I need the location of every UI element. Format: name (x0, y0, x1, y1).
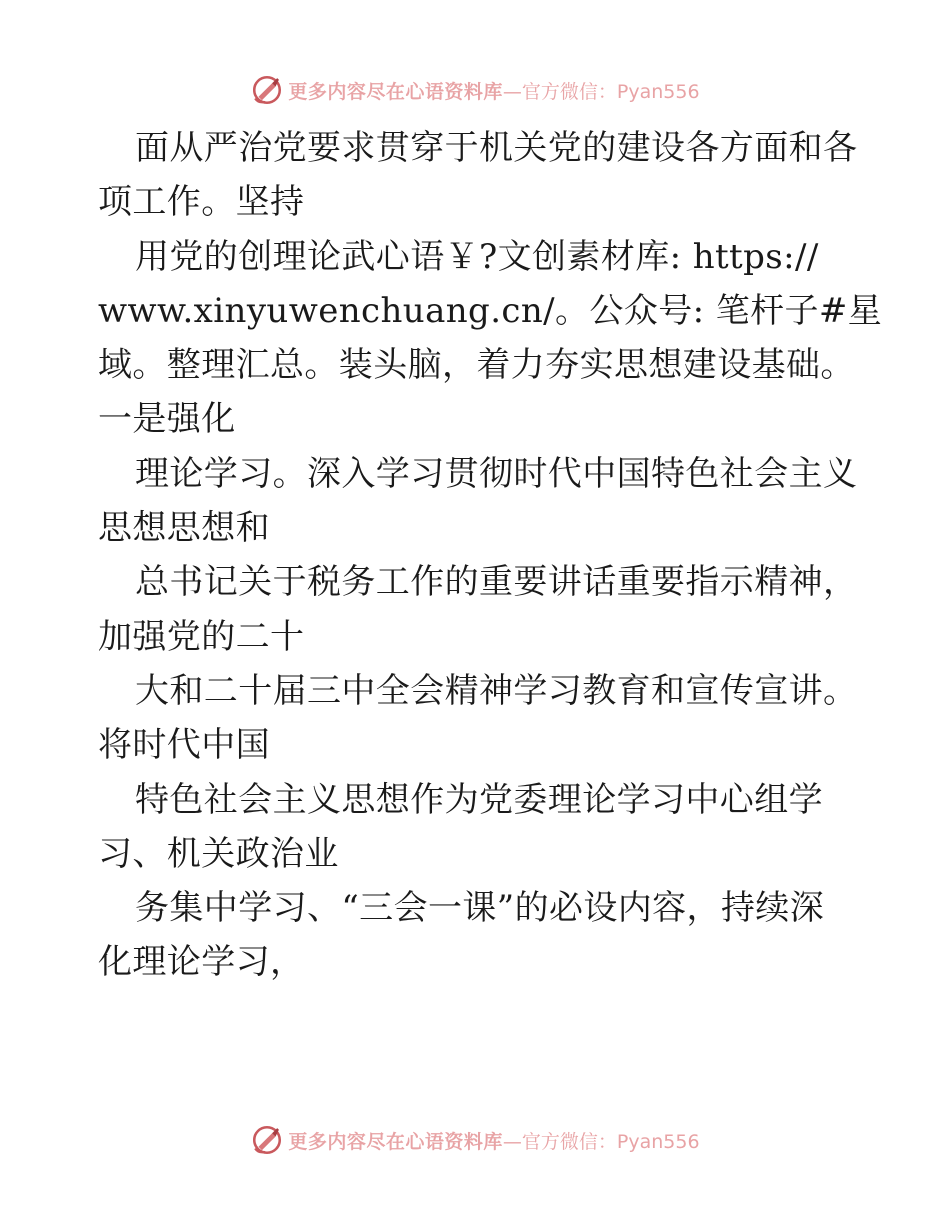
body-text-line: www.xinyuwenchuang.cn/。公众号: 笔杆子#星 (98, 290, 883, 331)
body-text-line: 将时代中国 (98, 725, 270, 766)
body-text-line: 化理论学习， (98, 942, 305, 983)
body-text-line: 总书记关于税务工作的重要讲话重要指示精神， (135, 562, 858, 603)
body-text-line: 理论学习。深入学习贯彻时代中国特色社会主义 (135, 453, 858, 494)
body-text-line: 加强党的二十 (98, 616, 305, 657)
footer-wechat-text: —官方微信：Pyan556 (502, 1130, 700, 1153)
body-text-line: 思想思想和 (98, 508, 270, 549)
body-text-line: 特色社会主义思想作为党委理论学习中心组学 (135, 779, 823, 820)
body-text-line: 项工作。坚持 (98, 182, 305, 223)
body-text-line: 用党的创理论武心语￥?文创素材库: https:// (135, 236, 819, 277)
header-watermark (0, 70, 950, 110)
body-text-line: 大和二十届三中全会精神学习教育和宣传宣讲。 (135, 670, 858, 711)
pen-heart-logo-icon (250, 1123, 284, 1157)
body-text-line: 域。整理汇总。装头脑，着力夯实思想建设基础。 (98, 345, 855, 386)
body-text-line: 一是强化 (98, 399, 236, 440)
body-text-line: 习、机关政治业 (98, 833, 339, 874)
document-body (98, 121, 883, 990)
body-text-line: 面从严治党要求贯穿于机关党的建设各方面和各 (135, 128, 858, 168)
header-site-text: 更多内容尽在心语资料库 (288, 80, 503, 103)
header-wechat-text: —官方微信：Pyan556 (502, 80, 700, 103)
footer-watermark (0, 1120, 950, 1160)
footer-site-text: 更多内容尽在心语资料库 (288, 1130, 503, 1153)
pen-heart-logo-icon (250, 73, 284, 107)
body-text-line: 务集中学习、“三会一课”的必设内容，持续深 (135, 888, 825, 929)
